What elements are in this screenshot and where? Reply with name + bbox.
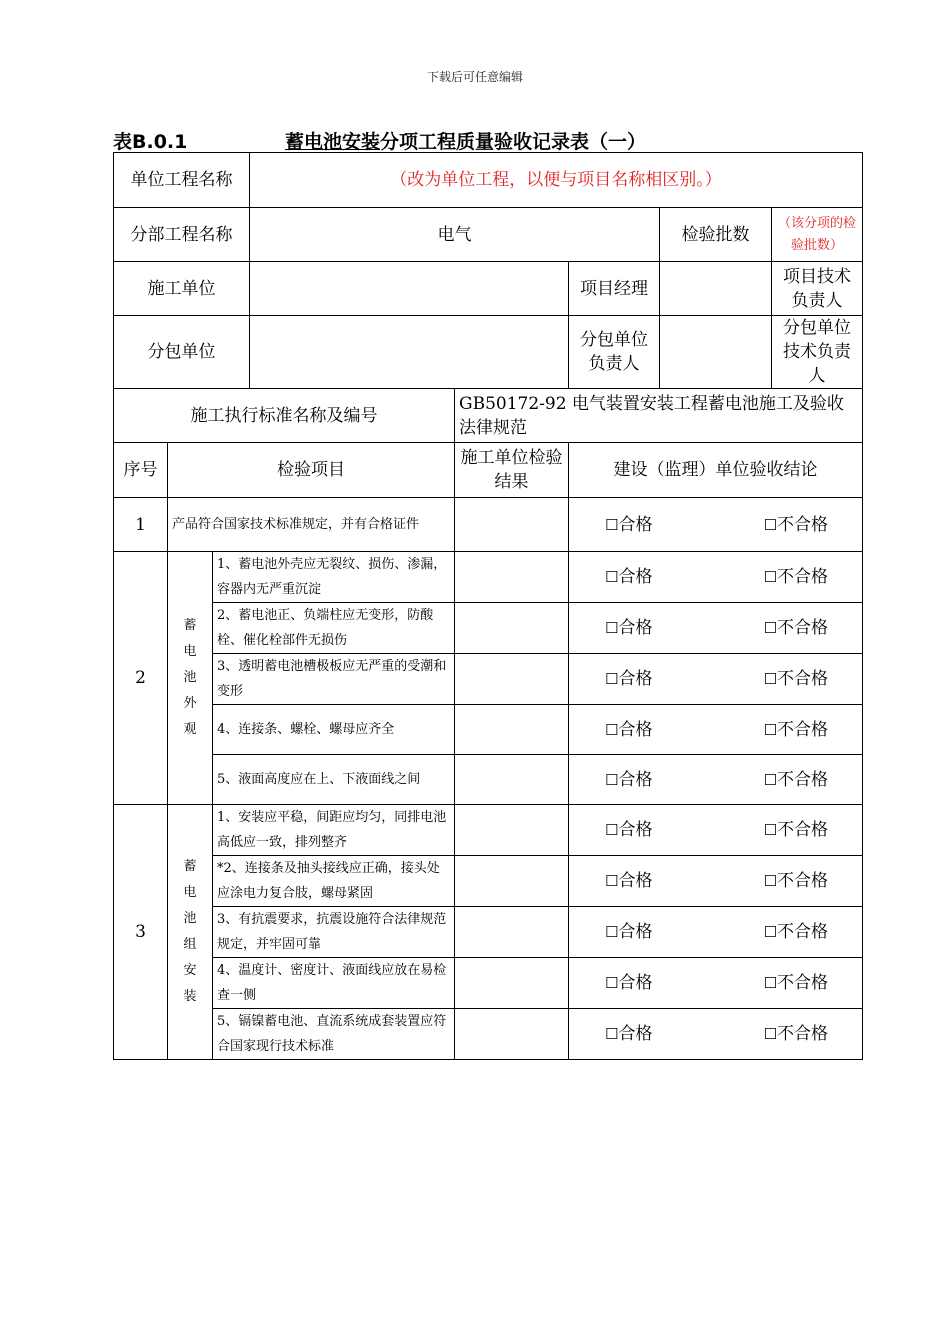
standard-label: 施工执行标准名称及编号	[114, 389, 455, 443]
fail-checkbox-label: 不合格	[777, 567, 829, 587]
pass-fail-options	[573, 565, 858, 589]
fail-checkbox[interactable]	[764, 818, 828, 842]
checkbox-icon: ☐	[763, 974, 778, 992]
checkbox-icon: ☐	[605, 821, 619, 839]
conclusion-cell	[569, 552, 863, 603]
result-cell[interactable]	[455, 856, 569, 907]
pass-checkbox-label: 合格	[618, 618, 653, 638]
conclusion-cell	[569, 1009, 863, 1060]
inspection-item: 5、镉镍蓄电池、直流系统成套装置应符合国家现行技术标准	[213, 1009, 455, 1060]
checkbox-icon: ☐	[605, 515, 619, 534]
result-cell[interactable]	[455, 552, 569, 603]
conclusion-cell	[569, 755, 863, 805]
result-cell[interactable]	[455, 705, 569, 755]
checkbox-icon: ☐	[605, 670, 619, 688]
inspection-row	[114, 805, 863, 856]
pass-checkbox[interactable]	[605, 768, 652, 792]
fail-checkbox-label: 不合格	[777, 871, 829, 891]
inspection-row	[114, 705, 863, 755]
pass-checkbox-label: 合格	[618, 669, 653, 689]
inspection-row	[114, 856, 863, 907]
checkbox-icon: ☐	[763, 770, 778, 789]
fail-checkbox[interactable]	[764, 1022, 828, 1046]
conclusion-cell	[569, 907, 863, 958]
row-sub-project	[114, 208, 863, 262]
inspection-row	[114, 907, 863, 958]
checkbox-icon: ☐	[605, 720, 619, 739]
pm-label: 项目经理	[569, 262, 660, 316]
inspection-item: 1、蓄电池外壳应无裂纹、损伤、渗漏，容器内无严重沉淀	[213, 552, 455, 603]
pass-checkbox-label: 合格	[618, 1024, 653, 1044]
conclusion-cell	[569, 958, 863, 1009]
checkbox-icon: ☐	[763, 923, 778, 941]
conclusion-cell	[569, 705, 863, 755]
pass-fail-options	[573, 920, 858, 944]
inspection-item: 5、液面高度应在上、下液面线之间	[213, 755, 455, 805]
pass-fail-options	[573, 513, 858, 537]
inspection-item: 产品符合国家技术标准规定，并有合格证件	[168, 498, 455, 552]
checkbox-icon: ☐	[763, 619, 778, 637]
checkbox-icon: ☐	[763, 1025, 778, 1043]
fail-checkbox[interactable]	[764, 869, 828, 893]
checkbox-icon: ☐	[605, 872, 619, 890]
row-standard	[114, 389, 863, 443]
row-contractor	[114, 262, 863, 316]
fail-checkbox[interactable]	[764, 565, 828, 589]
pass-fail-options	[573, 616, 858, 640]
standard-value: GB50172-92 电气装置安装工程蓄电池施工及验收法律规范	[455, 389, 863, 443]
batch-label: 检验批数	[660, 208, 772, 262]
inspection-item: 4、连接条、螺栓、螺母应齐全	[213, 705, 455, 755]
checkbox-icon: ☐	[763, 515, 778, 534]
pass-checkbox-label: 合格	[618, 567, 653, 587]
pass-checkbox[interactable]	[605, 1022, 652, 1046]
result-cell[interactable]	[455, 805, 569, 856]
category-label: 蓄 电 池 外 观	[168, 552, 213, 805]
col-seq-header: 序号	[114, 443, 168, 498]
inspection-row	[114, 603, 863, 654]
checkbox-icon: ☐	[763, 821, 778, 839]
fail-checkbox-label: 不合格	[777, 514, 829, 535]
pass-fail-options	[573, 768, 858, 792]
contractor-value[interactable]	[250, 262, 569, 316]
fail-checkbox-label: 不合格	[777, 820, 829, 840]
fail-checkbox-label: 不合格	[777, 618, 829, 638]
pass-checkbox[interactable]	[605, 667, 652, 691]
pass-checkbox-label: 合格	[618, 871, 653, 891]
result-cell[interactable]	[455, 958, 569, 1009]
fail-checkbox[interactable]	[764, 718, 828, 742]
conclusion-cell	[569, 654, 863, 705]
pass-fail-options	[573, 818, 858, 842]
pass-checkbox[interactable]	[605, 818, 652, 842]
fail-checkbox-label: 不合格	[777, 922, 829, 942]
sub-lead-label: 分包单位负责人	[569, 316, 660, 389]
pass-checkbox[interactable]	[605, 616, 652, 640]
conclusion-cell	[569, 856, 863, 907]
pass-checkbox[interactable]	[605, 971, 652, 995]
result-cell[interactable]	[455, 1009, 569, 1060]
pass-checkbox-label: 合格	[618, 820, 653, 840]
inspection-row	[114, 552, 863, 603]
inspection-item: 2、蓄电池正、负端柱应无变形，防酸栓、催化栓部件无损伤	[213, 603, 455, 654]
result-cell[interactable]	[455, 755, 569, 805]
checkbox-icon: ☐	[605, 568, 619, 586]
checkbox-icon: ☐	[763, 670, 778, 688]
pass-checkbox[interactable]	[605, 513, 652, 537]
pass-checkbox[interactable]	[605, 565, 652, 589]
pass-checkbox-label: 合格	[618, 973, 653, 993]
pass-checkbox[interactable]	[605, 718, 652, 742]
result-cell[interactable]	[455, 603, 569, 654]
col-result-header: 施工单位检验结果	[455, 443, 569, 498]
sub-tech-lead-label: 分包单位技术负责人	[772, 316, 863, 389]
fail-checkbox[interactable]	[764, 513, 828, 537]
pass-checkbox-label: 合格	[618, 719, 653, 740]
pm-value[interactable]	[660, 262, 772, 316]
inspection-row	[114, 1009, 863, 1060]
pass-checkbox[interactable]	[605, 920, 652, 944]
checkbox-icon: ☐	[605, 770, 619, 789]
subcontractor-label: 分包单位	[114, 316, 250, 389]
fail-checkbox[interactable]	[764, 768, 828, 792]
table-title	[285, 127, 646, 154]
inspection-item: *2、连接条及抽头接线应正确，接头处应涂电力复合肢，螺母紧固	[213, 856, 455, 907]
conclusion-cell	[569, 603, 863, 654]
conclusion-cell	[569, 805, 863, 856]
conclusion-cell	[569, 498, 863, 552]
col-conclusion-header: 建设（监理）单位验收结论	[569, 443, 863, 498]
fail-checkbox[interactable]	[764, 616, 828, 640]
seq-number: 1	[114, 498, 168, 552]
fail-checkbox-label: 不合格	[777, 769, 829, 790]
pass-fail-options	[573, 869, 858, 893]
fail-checkbox[interactable]	[764, 667, 828, 691]
inspection-item: 3、有抗震要求，抗震设施符合法律规范规定，并牢固可靠	[213, 907, 455, 958]
sub-project-label: 分部工程名称	[114, 208, 250, 262]
checkbox-icon: ☐	[605, 1025, 619, 1043]
contractor-label: 施工单位	[114, 262, 250, 316]
unit-project-label: 单位工程名称	[114, 153, 250, 208]
checkbox-icon: ☐	[605, 923, 619, 941]
form-title	[113, 127, 873, 153]
row-subcontractor	[114, 316, 863, 389]
sub-lead-value[interactable]	[660, 316, 772, 389]
tech-lead-label: 项目技术负责人	[772, 262, 863, 316]
table-code: 表B.0.1	[113, 131, 188, 153]
fail-checkbox-label: 不合格	[777, 669, 829, 689]
result-cell[interactable]	[455, 907, 569, 958]
pass-checkbox-label: 合格	[618, 922, 653, 942]
inspection-row	[114, 498, 863, 552]
inspection-item: 4、温度计、密度计、液面线应放在易检查一侧	[213, 958, 455, 1009]
title-underlined: 蓄电池安装	[285, 131, 381, 153]
pass-fail-options	[573, 718, 858, 742]
category-label: 蓄 电 池 组 安 装	[168, 805, 213, 1060]
inspection-item: 3、透明蓄电池槽极板应无严重的受潮和变形	[213, 654, 455, 705]
result-cell[interactable]	[455, 498, 569, 552]
row-unit-project	[114, 153, 863, 208]
header-note: 下载后可任意编辑	[426, 70, 523, 84]
row-column-headers	[114, 443, 863, 498]
checkbox-icon: ☐	[763, 568, 778, 586]
pass-checkbox[interactable]	[605, 869, 652, 893]
title-rest: 分项工程质量验收记录表（一）	[380, 131, 647, 153]
checkbox-icon: ☐	[763, 720, 778, 739]
sub-project-value[interactable]: 电气	[250, 208, 660, 262]
seq-number: 3	[114, 805, 168, 1060]
unit-project-value[interactable]: （改为单位工程，以便与项目名称相区别。）	[250, 153, 863, 208]
subcontractor-value[interactable]	[250, 316, 569, 389]
fail-checkbox-label: 不合格	[777, 719, 829, 740]
fail-checkbox-label: 不合格	[777, 1024, 829, 1044]
pass-checkbox-label: 合格	[618, 514, 653, 535]
acceptance-form	[113, 152, 863, 1060]
batch-value[interactable]: （该分项的检验批数）	[772, 208, 863, 262]
result-cell[interactable]	[455, 654, 569, 705]
fail-checkbox-label: 不合格	[777, 973, 829, 993]
checkbox-icon: ☐	[605, 619, 619, 637]
col-item-header: 检验项目	[168, 443, 455, 498]
pass-fail-options	[573, 1022, 858, 1046]
seq-number: 2	[114, 552, 168, 805]
checkbox-icon: ☐	[605, 974, 619, 992]
pass-fail-options	[573, 971, 858, 995]
inspection-row	[114, 755, 863, 805]
fail-checkbox[interactable]	[764, 971, 828, 995]
fail-checkbox[interactable]	[764, 920, 828, 944]
inspection-row	[114, 654, 863, 705]
inspection-row	[114, 958, 863, 1009]
pass-fail-options	[573, 667, 858, 691]
inspection-item: 1、安装应平稳，间距应均匀，同排电池高低应一致，排列整齐	[213, 805, 455, 856]
checkbox-icon: ☐	[763, 872, 778, 890]
pass-checkbox-label: 合格	[618, 769, 653, 790]
